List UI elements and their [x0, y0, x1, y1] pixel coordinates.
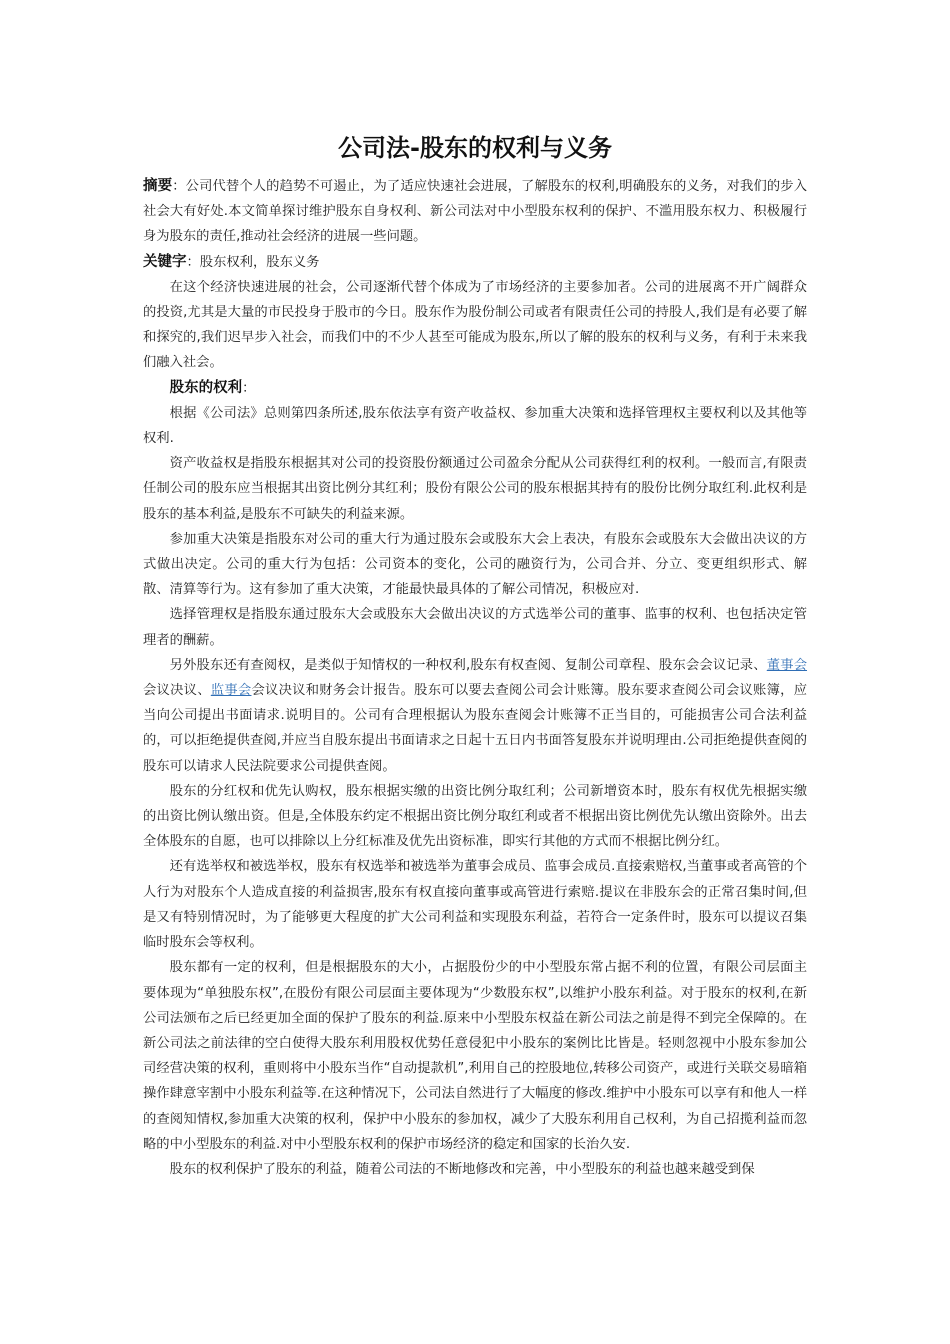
- paragraph-4: 选择管理权是指股东通过股东大会或股东大会做出决议的方式选举公司的董事、监事的权利、也包括决定管理者的酬薪。: [143, 607, 807, 648]
- section-heading: [143, 376, 807, 401]
- paragraph-3: 参加重大决策是指股东对公司的重大行为通过股东会或股东大会上表决，有股东会或股东大会做出决议的方式做出决定。公司的重大行为包括：公司资本的变化，公司的融资行为，公司合并、分立、变更组织形式、解散、清算等行为。这有参加了重大决策，才能最快最具体的了解公司情况，积极应对.: [143, 531, 807, 598]
- paragraph-1: 根据《公司法》总则第四条所述,股东依法享有资产收益权、参加重大决策和选择管理权主要权利以及其他等权利.: [143, 405, 807, 447]
- board-of-directors-link[interactable]: 董事会: [766, 657, 808, 673]
- abstract-label: 摘要: [143, 178, 173, 194]
- board-of-supervisors-link[interactable]: 监事会: [210, 683, 252, 699]
- abstract-paragraph: [143, 174, 807, 250]
- paragraph-8: 股东都有一定的权利，但是根据股东的大小，占据股份少的中小型股东常占据不利的位置，有限公司层面主要体现为“单独股东权”,在股份有限公司层面主要体现为“少数股东权”,以维护小股东利益。对于股东的权利,在新公司法颁布之后已经更加全面的保护了股东的利益.原来中小型股东权益在新公司法之前是得不到完全保障的。在新公司法之前法律的空白使得大股东利用股权优势任意侵犯中小股东的案例比比皆是。轻则忽视中小股东参加公司经营决策的权利，重则将中小股东当作“自动提款机”,利用自己的控股地位,转移公司资产，或进行关联交易暗箱操作肆意宰割中小股东利益等.在这种情况下，公司法自然进行了大幅度的修改.维护中小股东可以享有和他人一样的查阅知情权,参加重大决策的权利，保护中小股东的参加权，减少了大股东利用自己权利，为自己招揽利益而忽略的中小型股东的利益.对中小型股东权利的保护市场经济的稳定和国家的长治久安.: [143, 960, 807, 1152]
- document-page: [143, 128, 807, 1182]
- paragraph-6: 股东的分红权和优先认购权，股东根据实缴的出资比例分取红利；公司新增资本时，股东有权优先根据实缴的出资比例认缴出资。但是,全体股东约定不根据出资比例分取红利或者不根据出资比例优先认缴出资除外。出去全体股东的自愿，也可以排除以上分红标准及优先出资标准，即实行其他的方式而不根据比例分红。: [143, 783, 807, 850]
- document-title: 公司法-股东的权利与义务: [338, 134, 612, 162]
- paragraph-5: [143, 653, 807, 779]
- paragraph-7: 还有选举权和被选举权，股东有权选举和被选举为董事会成员、监事会成员.直接索赔权,当董事或者高管的个人行为对股东个人造成直接的利益损害,股东有权直接向董事或高管进行索赔.提议在非股东会的正常召集时间,但是又有特别情况时，为了能够更大程度的扩大公司利益和实现股东利益，若符合一定条件时，股东可以提议召集临时股东会等权利。: [143, 859, 807, 951]
- abstract-text: ：公司代替个人的趋势不可遏止，为了适应快速社会进展，了解股东的权利,明确股东的义务，对我们的步入社会大有好处.本文简单探讨维护股东自身权利、新公司法对中小型股东权利的保护、不滥用股东权力、积极履行身为股东的责任,推动社会经济的进展一些问题。: [143, 179, 808, 245]
- intro-paragraph: 在这个经济快速进展的社会，公司逐渐代替个体成为了市场经济的主要参加者。公司的进展离不开广阔群众的投资,尤其是大量的市民投身于股市的今日。股东作为股份制公司或者有限责任公司的持股人,我们是有必要了解和探究的,我们迟早步入社会，而我们中的不少人甚至可能成为股东,所以了解的股东的权利与义务，有利于未来我们融入社会。: [143, 279, 807, 371]
- paragraph-5-part-b: 会议决议、: [143, 683, 211, 699]
- paragraph-5-part-c: 会议决议和财务会计报告。股东可以要去查阅公司会计账簿。股东要求查阅公司会议账簿，应当向公司提出书面请求.说明目的。公司有合理根据认为股东查阅会计账簿不正当目的，可能损害公司合法利益的，可以拒绝提供查阅,并应当自股东提出书面请求之日起十五日内书面答复股东并说明理由.公司拒绝提供查阅的股东可以请求人民法院要求公司提供查阅。: [143, 683, 808, 774]
- section-heading-colon: ：: [242, 380, 256, 396]
- keywords-text: ：股东权利，股东义务: [186, 254, 320, 270]
- section-heading-label: 股东的权利: [169, 379, 243, 396]
- keywords-label: 关键字: [143, 253, 187, 270]
- keywords-paragraph: [143, 250, 807, 275]
- paragraph-9: 股东的权利保护了股东的利益，随着公司法的不断地修改和完善，中小型股东的利益也越来越受到保: [169, 1161, 755, 1177]
- paragraph-2: 资产收益权是指股东根据其对公司的投资股份额通过公司盈余分配从公司获得红利的权利。一般而言,有限责任制公司的股东应当根据其出资比例分其红利；股份有限公公司的股东根据其持有的股份比例分取红利.此权利是股东的基本利益,是股东不可缺失的利益来源。: [143, 456, 807, 522]
- paragraph-5-part-a: 另外股东还有查阅权，是类似于知情权的一种权利,股东有权查阅、复制公司章程、股东会会议记录、: [169, 657, 767, 673]
